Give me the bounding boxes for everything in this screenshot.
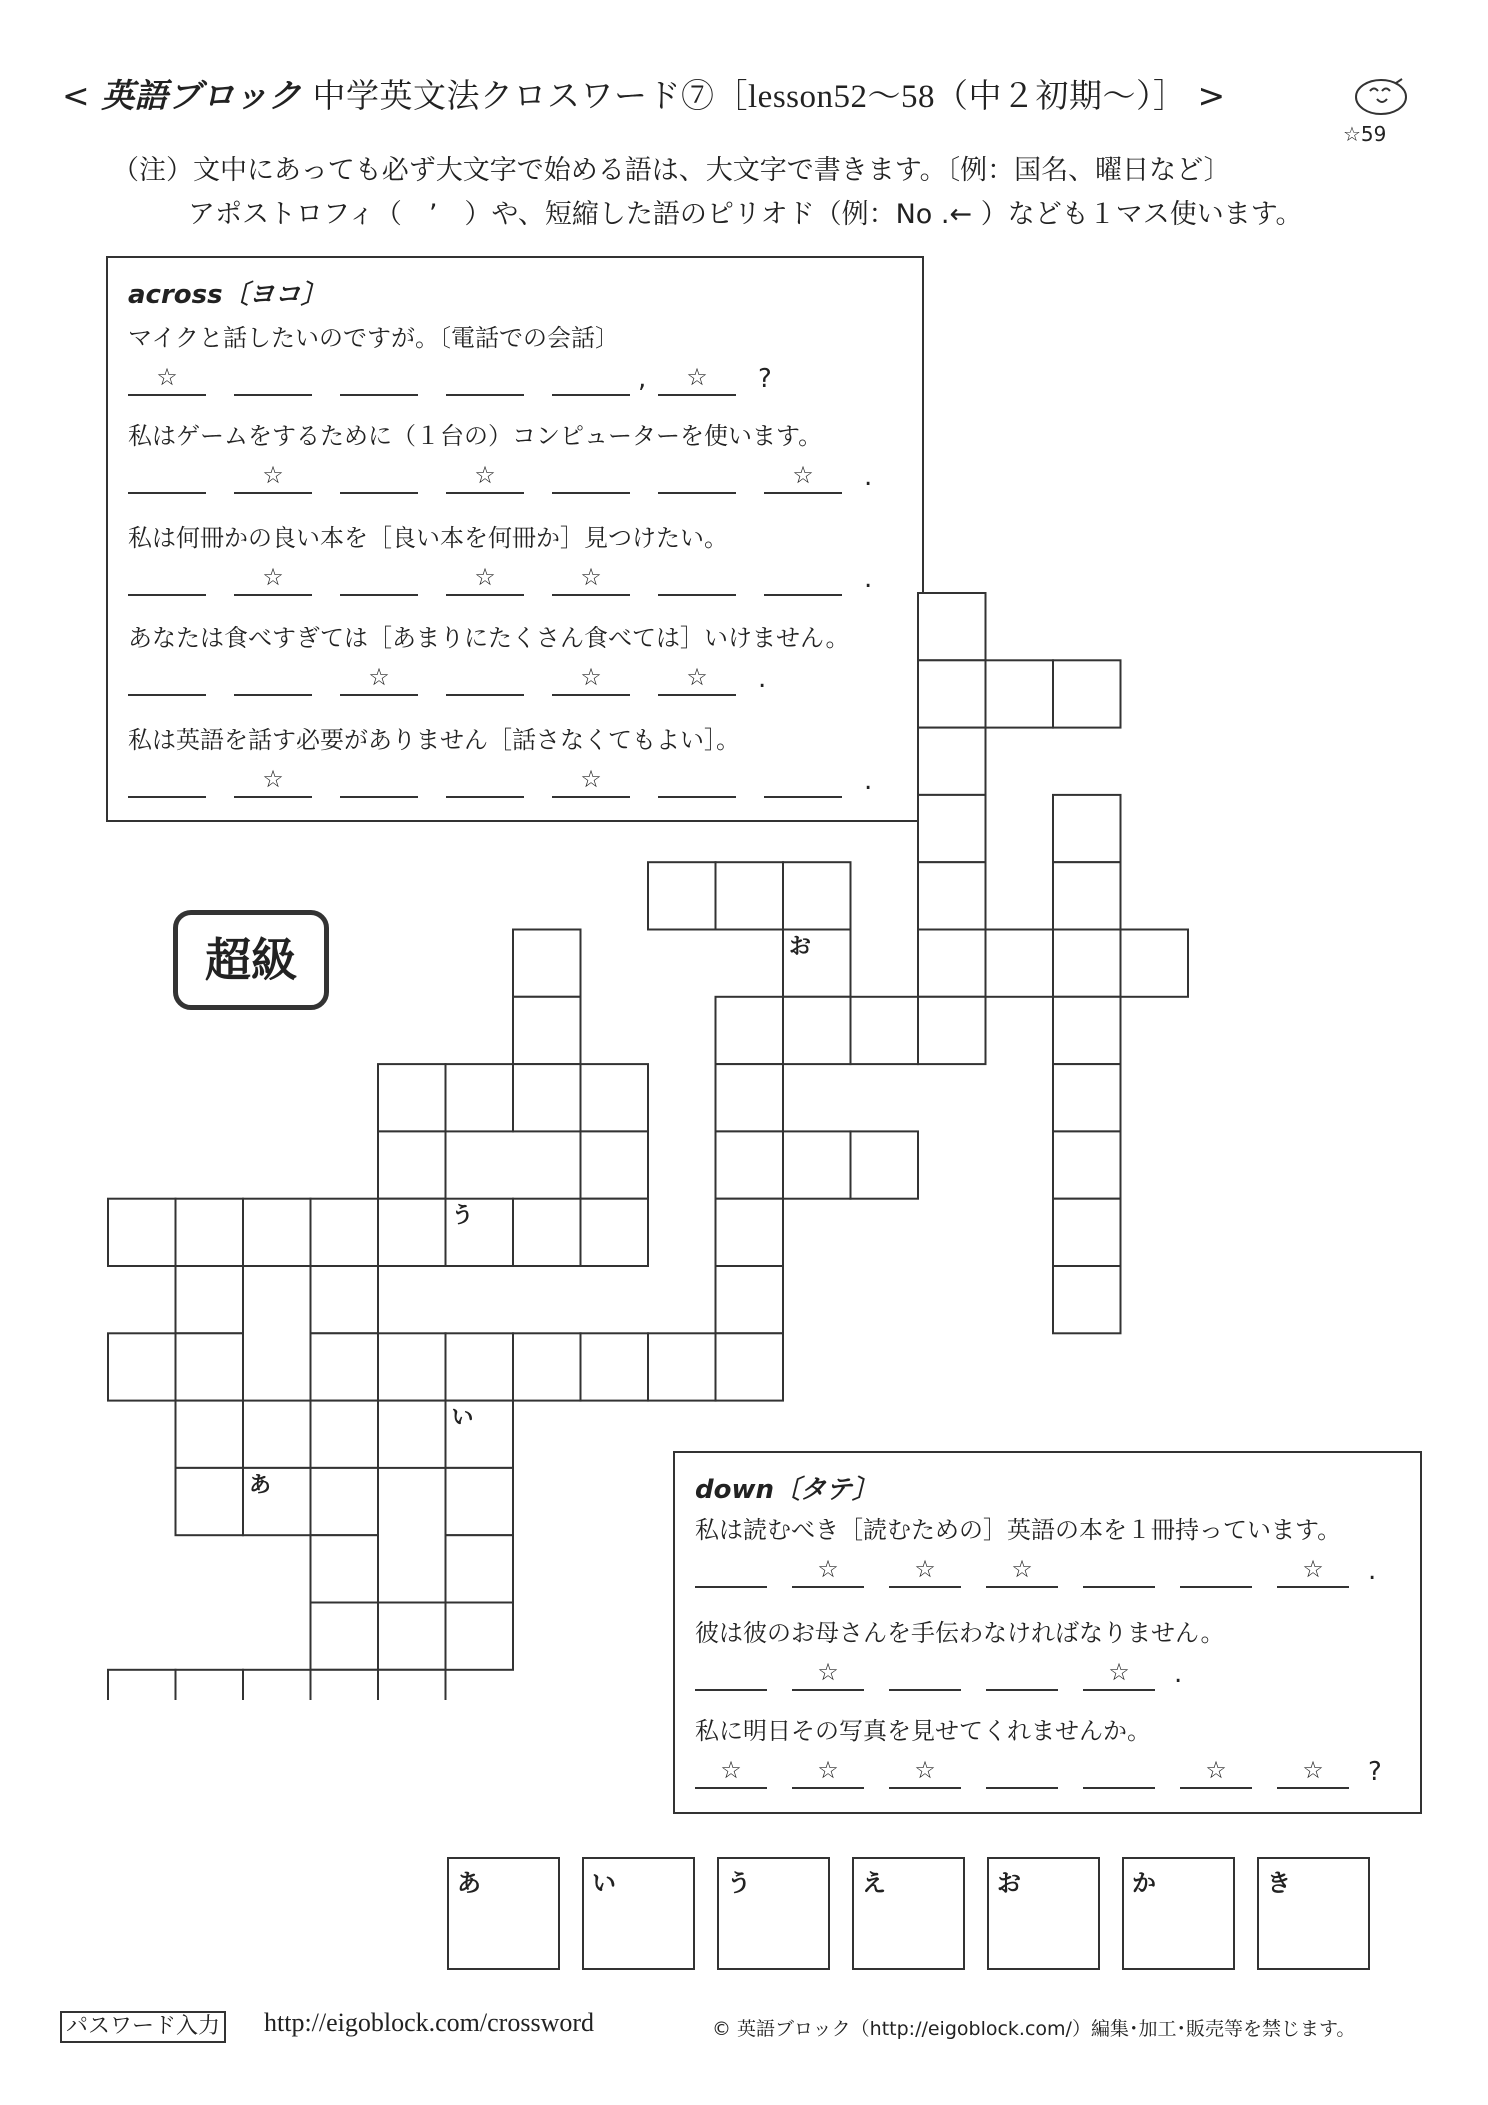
grid-cell[interactable] bbox=[918, 728, 986, 795]
grid-cell[interactable] bbox=[716, 1064, 784, 1131]
starred-blank: ☆ bbox=[446, 458, 524, 494]
grid-cell[interactable] bbox=[108, 1670, 176, 1700]
grid-cell[interactable] bbox=[1053, 930, 1121, 997]
grid-cell[interactable] bbox=[108, 1199, 176, 1266]
grid-cell[interactable] bbox=[918, 660, 986, 727]
title-prefix: < bbox=[62, 76, 91, 115]
grid-cell[interactable] bbox=[311, 1199, 379, 1266]
starred-blank: ☆ bbox=[792, 1655, 864, 1691]
across-heading: across〔ヨコ〕 bbox=[128, 280, 327, 310]
star-count: ☆59 bbox=[1343, 122, 1387, 146]
answer-box-label: え bbox=[862, 1869, 886, 1897]
answer-box[interactable] bbox=[1122, 1857, 1235, 1970]
starred-blank: ☆ bbox=[764, 458, 842, 494]
answer-box[interactable] bbox=[582, 1857, 695, 1970]
end-punctuation: ? bbox=[758, 364, 772, 394]
grid-cell[interactable] bbox=[378, 1670, 446, 1700]
end-punctuation: . bbox=[864, 462, 873, 492]
grid-cell[interactable] bbox=[446, 1468, 514, 1535]
grid-cell[interactable] bbox=[176, 1266, 244, 1333]
grid-cell[interactable] bbox=[311, 1468, 379, 1535]
grid-cell[interactable] bbox=[716, 1333, 784, 1400]
end-punctuation: . bbox=[1368, 1556, 1377, 1586]
grid-cell[interactable] bbox=[986, 930, 1054, 997]
answer-box-label: お bbox=[997, 1869, 1021, 1897]
grid-cell[interactable] bbox=[1053, 862, 1121, 929]
grid-cell[interactable] bbox=[581, 1064, 649, 1131]
down-heading: down〔タテ〕 bbox=[695, 1475, 879, 1505]
starred-blank: ☆ bbox=[1083, 1655, 1155, 1691]
end-punctuation: ? bbox=[1368, 1757, 1382, 1787]
starred-blank: ☆ bbox=[658, 660, 736, 696]
grid-cell[interactable] bbox=[176, 1199, 244, 1266]
grid-cell[interactable] bbox=[648, 862, 716, 929]
grid-cell[interactable] bbox=[108, 1333, 176, 1400]
grid-cell[interactable] bbox=[243, 1199, 311, 1266]
grid-cell[interactable] bbox=[311, 1670, 379, 1700]
starred-blank: ☆ bbox=[889, 1753, 961, 1789]
across-clue-text: マイクと話したいのですが。〔電話での会話〕 bbox=[128, 324, 620, 352]
starred-blank: ☆ bbox=[695, 1753, 767, 1789]
answer-box-label: き bbox=[1267, 1869, 1291, 1897]
copyright-notice: © 英語ブロック（http://eigoblock.com/）編集･加工･販売等を禁じます。 bbox=[712, 2018, 1356, 2040]
answer-box-label: あ bbox=[457, 1869, 481, 1897]
grid-cell[interactable] bbox=[783, 862, 851, 929]
grid-cell[interactable] bbox=[176, 1468, 244, 1535]
answer-box[interactable] bbox=[447, 1857, 560, 1970]
password-label: パスワード入力 bbox=[60, 2011, 226, 2043]
grid-cell[interactable] bbox=[378, 1064, 446, 1131]
grid-cell[interactable] bbox=[243, 1670, 311, 1700]
grid-cell[interactable] bbox=[1053, 997, 1121, 1064]
note-line: （注）文中にあっても必ず大文字で始める語は、大文字で書きます。〔例：国名、曜日など〕 bbox=[112, 155, 1231, 186]
grid-cell[interactable] bbox=[918, 593, 986, 660]
starred-blank: ☆ bbox=[128, 360, 206, 396]
grid-cell[interactable] bbox=[918, 862, 986, 929]
grid-cell[interactable] bbox=[311, 1333, 379, 1400]
grid-cell[interactable] bbox=[581, 1131, 649, 1198]
grid-cell[interactable] bbox=[851, 997, 919, 1064]
starred-blank: ☆ bbox=[658, 360, 736, 396]
grid-cell[interactable] bbox=[513, 1333, 581, 1400]
grid-cell[interactable] bbox=[1053, 1131, 1121, 1198]
grid-cell[interactable] bbox=[378, 1401, 446, 1468]
starred-blank: ☆ bbox=[889, 1552, 961, 1588]
starred-blank: ☆ bbox=[446, 560, 524, 596]
grid-cell[interactable] bbox=[1121, 930, 1189, 997]
answer-box-label: い bbox=[592, 1869, 616, 1897]
grid-cell[interactable] bbox=[783, 1131, 851, 1198]
grid-cell[interactable] bbox=[378, 1603, 446, 1670]
starred-blank: ☆ bbox=[1180, 1753, 1252, 1789]
starred-blank: ☆ bbox=[234, 762, 312, 798]
brand-logo-text: 英語ブロック bbox=[101, 76, 302, 115]
grid-cell[interactable] bbox=[716, 862, 784, 929]
answer-box[interactable] bbox=[852, 1857, 965, 1970]
grid-cell[interactable] bbox=[176, 1401, 244, 1468]
starred-blank: ☆ bbox=[1277, 1552, 1349, 1588]
grid-cell[interactable] bbox=[513, 1064, 581, 1131]
starred-blank: ☆ bbox=[1277, 1753, 1349, 1789]
answer-blank bbox=[1083, 1753, 1155, 1789]
title-suffix: > bbox=[1197, 76, 1226, 115]
grid-cell[interactable] bbox=[446, 1064, 514, 1131]
grid-cell[interactable] bbox=[311, 1401, 379, 1468]
grid-cell[interactable] bbox=[918, 795, 986, 862]
grid-cell[interactable] bbox=[851, 1131, 919, 1198]
across-clue-text: 私はゲームをするために（１台の）コンピューターを使います。 bbox=[128, 422, 823, 450]
starred-blank: ☆ bbox=[792, 1753, 864, 1789]
grid-cell-label: う bbox=[451, 1203, 474, 1229]
across-clue-text: 私は何冊かの良い本を［良い本を何冊か］見つけたい。 bbox=[128, 524, 728, 552]
grid-cell[interactable] bbox=[648, 1333, 716, 1400]
end-punctuation: . bbox=[1174, 1659, 1183, 1689]
grid-cell[interactable] bbox=[513, 1199, 581, 1266]
grid-cell[interactable] bbox=[1053, 660, 1121, 727]
grid-cell[interactable] bbox=[176, 1670, 244, 1700]
level-badge: 超級 bbox=[173, 910, 329, 1010]
answer-box[interactable] bbox=[1257, 1857, 1370, 1970]
grid-cell[interactable] bbox=[311, 1535, 379, 1602]
down-clue-text: 彼は彼のお母さんを手伝わなければなりません。 bbox=[695, 1619, 1225, 1647]
answer-box-label: か bbox=[1132, 1869, 1156, 1897]
grid-cell[interactable] bbox=[716, 1199, 784, 1266]
grid-cell[interactable] bbox=[243, 1401, 311, 1468]
grid-cell[interactable] bbox=[581, 1333, 649, 1400]
grid-cell[interactable] bbox=[176, 1333, 244, 1400]
down-clue-text: 私に明日その写真を見せてくれませんか。 bbox=[695, 1717, 1151, 1745]
end-punctuation: . bbox=[758, 664, 767, 694]
worksheet-title: 中学英文法クロスワード⑦［lesson52〜58（中２初期〜）］ bbox=[312, 79, 1187, 115]
grid-cell[interactable] bbox=[716, 1266, 784, 1333]
grid-cell[interactable] bbox=[446, 1333, 514, 1400]
grid-cell[interactable] bbox=[1053, 795, 1121, 862]
grid-cell[interactable] bbox=[446, 1603, 514, 1670]
grid-cell-label: あ bbox=[249, 1472, 272, 1498]
grid-cell[interactable] bbox=[581, 1199, 649, 1266]
across-clue-text: あなたは食べすぎては［あまりにたくさん食べては］いけません。 bbox=[128, 624, 850, 652]
grid-cell-label: い bbox=[451, 1405, 474, 1431]
grid-cell[interactable] bbox=[311, 1603, 379, 1670]
grid-cell[interactable] bbox=[513, 997, 581, 1064]
starred-blank: ☆ bbox=[234, 560, 312, 596]
starred-blank: ☆ bbox=[340, 660, 418, 696]
across-clue-text: 私は英語を話す必要がありません［話さなくてもよい］。 bbox=[128, 726, 740, 754]
starred-blank: ☆ bbox=[234, 458, 312, 494]
grid-cell[interactable] bbox=[378, 1131, 446, 1198]
grid-cell[interactable] bbox=[783, 997, 851, 1064]
grid-cell[interactable] bbox=[378, 1333, 446, 1400]
grid-cell[interactable] bbox=[513, 930, 581, 997]
answer-blank bbox=[986, 1753, 1058, 1789]
end-punctuation: . bbox=[864, 766, 873, 796]
answer-box-label: う bbox=[727, 1869, 751, 1897]
grid-cell[interactable] bbox=[446, 1535, 514, 1602]
grid-cell[interactable] bbox=[1053, 1266, 1121, 1333]
down-clue-text: 私は読むべき［読むための］英語の本を１冊持っています。 bbox=[695, 1516, 1342, 1544]
starred-blank: ☆ bbox=[986, 1552, 1058, 1588]
grid-cell[interactable] bbox=[918, 930, 986, 997]
grid-cell[interactable] bbox=[1053, 1199, 1121, 1266]
comma: , bbox=[638, 364, 647, 394]
grid-cell[interactable] bbox=[378, 1199, 446, 1266]
grid-cell-label: お bbox=[789, 934, 812, 960]
answer-box[interactable] bbox=[987, 1857, 1100, 1970]
grid-cell[interactable] bbox=[918, 997, 986, 1064]
grid-cell[interactable] bbox=[1053, 1064, 1121, 1131]
starred-blank: ☆ bbox=[552, 762, 630, 798]
answer-box[interactable] bbox=[717, 1857, 830, 1970]
end-punctuation: . bbox=[864, 564, 873, 594]
grid-cell[interactable] bbox=[986, 660, 1054, 727]
starred-blank: ☆ bbox=[792, 1552, 864, 1588]
note-line: アポストロフィ（ ’ ）や、短縮した語のピリオド（例：No .← ）なども１マス使います。 bbox=[188, 199, 1303, 230]
starred-blank: ☆ bbox=[552, 560, 630, 596]
grid-cell[interactable] bbox=[716, 1131, 784, 1198]
crossword-url[interactable]: http://eigoblock.com/crossword bbox=[264, 2008, 595, 2037]
grid-cell[interactable] bbox=[311, 1266, 379, 1333]
grid-cell[interactable] bbox=[716, 997, 784, 1064]
starred-blank: ☆ bbox=[552, 660, 630, 696]
